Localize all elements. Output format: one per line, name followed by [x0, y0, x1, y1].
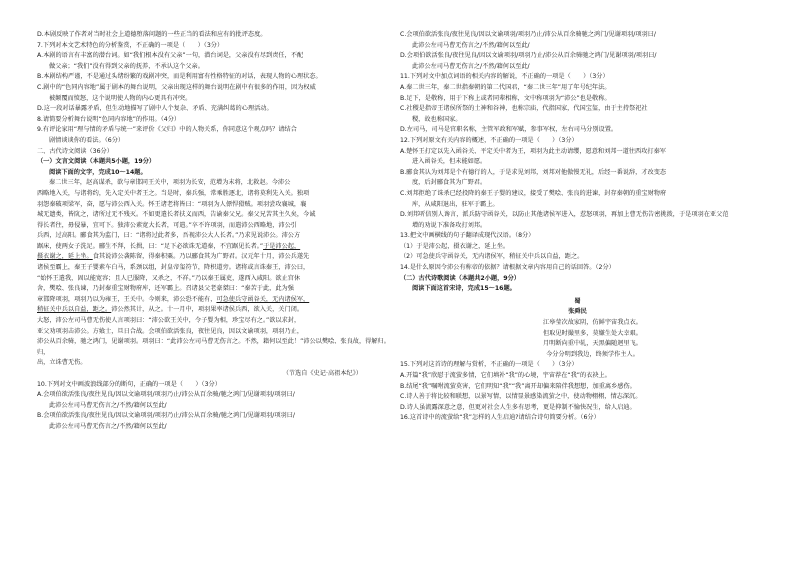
- text-line: B.本剧结构严谨，不是通过头绪纷繁的戏剧冲突，而是利用富有性格特征的对话，表现人物的心理状态。: [37, 73, 322, 81]
- passage-line: 沛公从百余骑，驰之鸿门，见谢项羽。项羽曰：“此沛公左司马曹无伤言之。不然，籍何以至此！”沛公以樊哙、张良故，得解归。归，: [37, 338, 390, 356]
- option-d: D.诗人虽流露深意之意，但更对社会人生多有思考，更是抑制不愉快况生，给人启迪。: [400, 403, 636, 411]
- passage-line: 大怒，沛公左司马曹无伤使人言项羽曰：“沛公欲王关中，令子婴为相，珍宝尽有之。”欲以求封，: [37, 317, 301, 325]
- option-b: B.结尾“我”嘱咐流萤莫害，它们明知“我”“我”离开却偏来陪伴我想想，加重离乡感伤。: [400, 382, 636, 390]
- option-c: C.会项伯欲活张良/夜往见良/因以文谕项羽/项羽乃止/沛公从百余骑驰之鸿门/见谢项羽/项羽曰/: [400, 31, 657, 38]
- text-line: 剧情谈谈你的看法。（6分）: [49, 136, 125, 144]
- option-d-cont: 增的劝说下准备攻打刘邦。: [412, 221, 487, 229]
- left-column: [37, 30, 392, 433]
- section-heading: 二、古代诗文阅读（36分）: [37, 147, 113, 155]
- underlined-sentence: 于是沛公起，: [263, 242, 301, 250]
- poem-line: 今分分明到我边，终须学作主人。: [546, 350, 639, 358]
- reading-instruction: 阅读下面这首宋诗，完成15～16题。: [412, 285, 516, 293]
- question-10: 10.下列对文中画波浪线部分的断句，正确的一项是（ ）（3分）: [37, 380, 221, 388]
- question-13: 13.把文中画横线的句子翻译成现代汉语。（8分）: [400, 232, 535, 240]
- passage-line: 舍，樊哙、张良谏，乃封秦重宝财物府库，还军霸上。召诸县父老豪桀曰：“秦苦于此，此为强: [37, 285, 294, 293]
- translation-item-2: （2）可急使兵守函谷关，无内诸侯军，稍征关中兵以自益，距之。: [400, 253, 584, 261]
- option-a: A.秦二世三年，秦二世指秦朝的第二代国君，“秦二世三年”用了年号纪年法。: [400, 83, 611, 91]
- passage-line: 摄衣谢之，延上坐。食其说沛公袭陈留，得秦积粟。乃以郦食其为广野君。汉元年十月，沛公兵遂先: [37, 253, 310, 261]
- question-14: 14.是什么原因令沛公有称帝的依据？请根据文章内容用自己的话回答。（2分）: [400, 264, 615, 272]
- option-c: C.刘邦拒绝了诛杀已经投降的秦王子婴的建议，接受了樊哙、张良的进谏，封存秦朝的重宝财物府: [400, 189, 667, 197]
- underlined-sentence: 稍征关中兵以自益，距之。: [37, 306, 112, 314]
- question-15: 15.下列对这首诗的理解与赏析，不正确的一项是（ ）（3分）: [400, 361, 578, 369]
- option-b: B.会项伯欲活张良/夜往见良/因以文谕项羽/项羽乃止/沛公从百余骑/驰之鸿门/见谢项羽/项羽曰/: [37, 412, 296, 420]
- subsection-heading: （一）文言文阅读（本题共5小题，19分）: [37, 158, 156, 166]
- translation-item-1: （1）于是沛公起，摄衣谢之，延上坐。: [400, 242, 510, 250]
- option-b-cont: 此沛公左司马曹无伤言之/不然/籍何以至此/: [49, 422, 167, 430]
- question-8: 8.请简要分析舞台说明“色同内容地”的作用。（4分）: [37, 115, 181, 123]
- question-16: 16.这首诗中的流萤给“我”怎样的人生启迪?请结合诗句简要分析。（6分）: [400, 414, 600, 422]
- option-d: D.刘邦听信别人谗言，派兵防守函谷关，以防止其他诸侯军进入，惹怒项羽，再加上曹无伤告密挑拨，于是项羽在亚父范: [400, 211, 729, 219]
- option-a: A.楚怀王打定以先入函谷关、平定关中者为王，项羽为此主动请缨，愿意和刘邦一道往西攻打秦军: [400, 147, 666, 155]
- text-line: A.本剧的语言有丰富的潜台词。如“我们根本没有父亲”一句，潜台词是，父亲没有尽到责任，不配: [37, 52, 304, 60]
- text-line: D.这一段对话暴露矛盾，但生动地描写了剧中人个复杂、矛盾、充满纠葛的心理活动。: [37, 105, 273, 113]
- passage-source: （节选自《史记·高祖本纪》）: [282, 370, 362, 377]
- passage-line: 得长者往，毋侵暴，宜可下。独沛公素宽大长者，可遣。”卒不许项羽，而遣沛公西略地，沛公引: [37, 221, 297, 229]
- text-line: 做父亲；“我们”没有得到父亲的抚养，不承认这个父亲。: [49, 62, 204, 70]
- reading-instruction: 阅读下面的文字，完成10～14题。: [49, 168, 147, 176]
- option-b-cont: 度，后封郦食其为广野君。: [412, 179, 487, 187]
- option-b: B.郦食其认为刘邦是个有德行的人，于是求见刘邦，刘邦对他傲慢无礼，后经一番说辞，才改变态: [400, 168, 667, 176]
- option-c: C.社稷是指帝王诸侯所祭的土神和谷神，也称宗庙，代指国家，代国宝玺，由于主持祭祀社: [400, 105, 648, 113]
- poem-line: 江皋莹次故家阴，仿鲜宇宙我点衣。: [543, 319, 642, 327]
- text-line: D.本剧反映了作者对当时社会上道德堕落问题的一些正当的看法和应有的批评态度。: [37, 31, 267, 38]
- passage-line: “始怀王遣我，固以能宽容；且人已服降，又杀之，不祥。”乃以秦王属吏，遂西入咸阳。欲止宫休: [37, 274, 301, 282]
- poem-line: 但取见时撮里多，莫嫌生处大幸艰。: [543, 329, 642, 337]
- option-c-cont: 库，从咸阳退出，驻军于霸上。: [412, 200, 499, 208]
- right-column: [400, 30, 755, 424]
- poem-author: 张舜民: [568, 308, 587, 316]
- option-d: D.左司马，司马是官职名称，主管军政和军赋，参事军权，左右司马分别设置。: [400, 126, 618, 134]
- passage-line: 章邯降项羽，项羽乃以为雍王，王关中。今则来，沛公恐不能有，可急使兵守函谷关，无内诸侯军，: [37, 295, 310, 303]
- underlined-sentence: 摄衣谢之，延上坐。: [37, 253, 93, 261]
- text-line: C.剧中的“色同内容地”属于剧本的舞台说明，父亲出现这样的舞台说明在剧中有很多的作用，因为权威: [37, 83, 316, 91]
- passage-line: 稍征关中兵以自益，距之。沛公然其计，从之。十一月中，项羽果率诸侯兵西，欲入关，关门闭。: [37, 306, 304, 314]
- question-9: 9.有评论家用“理与情的矛盾与统一”来评价《父归》中的人物关系，你同意这个观点吗？请结合: [37, 126, 297, 134]
- poem-line: 月明断向重中轧，天黑偏随迴里飞。: [543, 340, 642, 348]
- option-a-cont: 此沛公左司马曹无伤言之/不然/籍何以至此/: [49, 401, 167, 409]
- option-c: C.诗人善于将比较和联想，以景写情，以情显景感染流萤之中，使动物栩栩，情志深沉。: [400, 393, 642, 401]
- passage-line: 秦二世三年，赵高谋杀，欲与章邯同王关中，项羽为长安，范增为末将，北救赵。今沛公: [49, 179, 291, 187]
- passage-line: 城无遗类，皆阬之，诸所过无不残灭。不如更遣长者扶义而西，告谕秦父兄。秦父兄苦其主久矣，今诚: [37, 211, 316, 219]
- option-b: B.足下，是敬称，用于下称上或者同辈相称，文中称项羽为“沛公”也是敬称。: [400, 94, 611, 102]
- passage-line: 羽怨秦破项梁军，奋，愿与沛公西入关。怀王诸老将皆曰：“项羽为人僄悍猾贼。项羽尝攻襄城，襄: [37, 200, 307, 208]
- question-7: 7.下列对本文艺术特色的分析鉴赏，不正确的一项是（ ）（3分）: [37, 41, 224, 49]
- text-line: 被颠覆而愤怒，这个说明使人物的内心更具有冲突。: [49, 94, 192, 102]
- option-a: A.会项伯欲活张良/夜往见良/因以文谕项羽/项羽乃止/沛公从百余骑/驰之鸿门/见谢项羽/项羽曰/: [37, 391, 295, 399]
- passage-line: 出，立诛曹无伤。: [37, 359, 87, 367]
- question-12: 12.下列对原文有关内容的概述，不正确的一项是（ ）（3分）: [400, 136, 578, 144]
- underlined-sentence: 可急使兵守函谷关，无内诸侯军，: [216, 295, 310, 303]
- subsection-heading: （二）古代诗歌阅读（本题共2小题，9分）: [400, 274, 520, 282]
- option-c-cont: 稷，故也称国家。: [412, 115, 462, 123]
- option-c-cont: 此沛公左司马曹无伤言之/不然/籍何以至此/: [412, 41, 530, 49]
- passage-line: 西略地入关，与诸将约，先入定关中者王之。当是时，秦兵强，常乘胜逐北，诸将莫利先入关。独项: [37, 189, 310, 197]
- passage-line: 踞床，使两女子洗足。郦生不拜，长揖，曰：“足下必欲诛无道秦，不宜踞见长者。”于是沛公起，: [37, 242, 301, 250]
- passage-line: 亚父劝项羽击沛公。方飨士，旦日合战。会项伯欲活张良，夜往见良，因以文谕项羽，项羽乃止，: [37, 327, 304, 335]
- passage-line: 诸侯至霸上，秦王子婴素车白马，系颈以组，封皇帝玺符节，降枳道旁。诸将或言诛秦王，沛公曰，: [37, 264, 310, 272]
- option-d: D.会项伯欲活张良/夜往见良/因以文谕项羽/项羽乃止/沛公从百余骑驰之鸿门/见谢项羽/项羽曰/: [400, 52, 657, 60]
- option-d-cont: 此沛公左司马曹无伤言之/不然/籍何以至此/: [412, 62, 530, 70]
- passage-line: 兵西，过高阳。郦食其为监门，曰：“诸将过此者多，吾视沛公大人长者。”乃求见说沛公。沛公方: [37, 232, 301, 240]
- poem-title: 蜀: [574, 297, 581, 305]
- option-a: A.开篇“我”欣慰于流萤多情，它们填补“我”的心境，宇宙荐在“我”的衣袂上。: [400, 372, 611, 379]
- question-11: 11.下列对文中加点词语的相关内容的解说，不正确的一项是（ ）（3分）: [400, 73, 609, 81]
- option-a-cont: 进入函谷关，但未能如愿。: [412, 158, 487, 166]
